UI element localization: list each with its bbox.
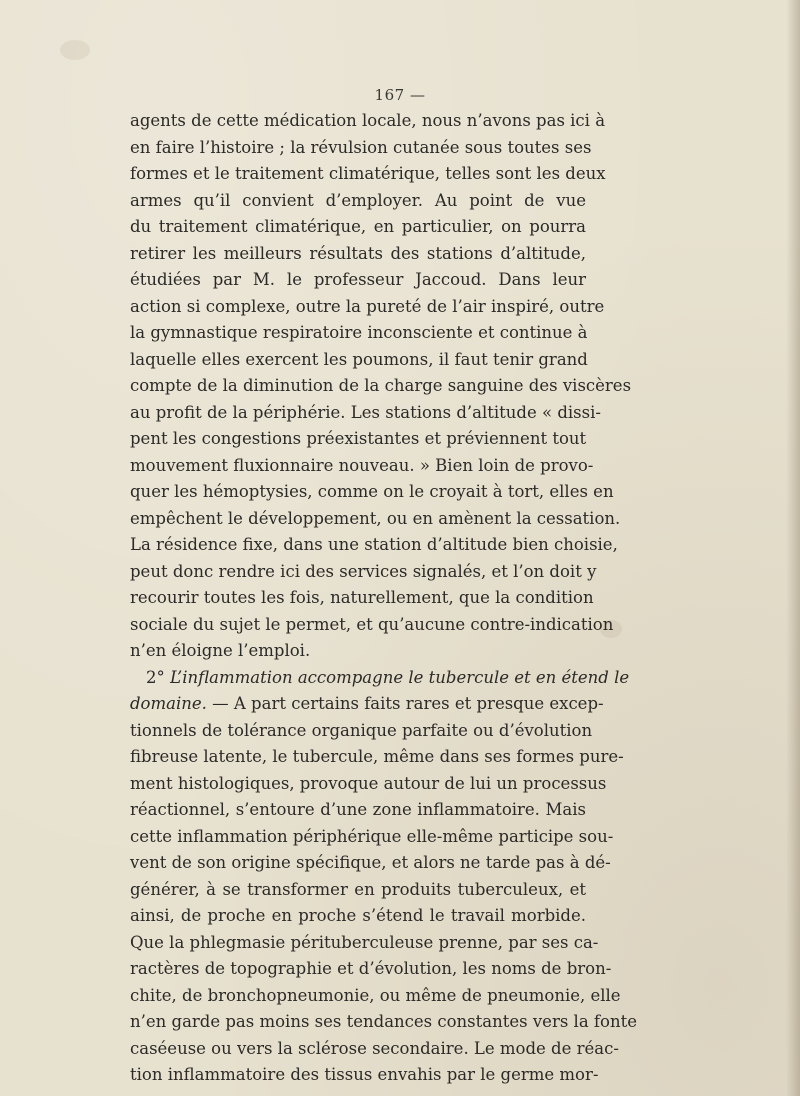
text-line: La résidence fixe, dans une station d’altitude bien choisie, xyxy=(130,535,618,554)
section-heading-end: domaine. xyxy=(130,694,207,713)
text-line xyxy=(130,691,604,718)
text-line: chite, de bronchopneumonie, ou même de pneumonie, elle xyxy=(130,985,621,1005)
text-line: armes qu’il convient d’employer. Au point de vue xyxy=(130,190,586,210)
text-line: quer les hémoptysies, comme on le croyait à tort, elles en xyxy=(130,482,614,501)
section-text-start: — A part certains faits rares et presque excep- xyxy=(206,694,604,713)
text-line: générer, à se transformer en produits tuberculeux, et xyxy=(130,879,586,899)
text-line: tionnels de tolérance organique parfaite ou d’évolution xyxy=(130,720,593,740)
text-line: étudiées par M. le professeur Jaccoud. Dans leur xyxy=(130,270,586,289)
body-text xyxy=(130,108,637,1089)
text-line: caséeuse ou vers la sclérose secondaire. Le mode de réac- xyxy=(130,1038,619,1058)
text-line: ainsi, de proche en proche s’étend le travail morbide. xyxy=(130,906,586,925)
text-line: empêchent le développement, ou en amènent la cessation. xyxy=(130,508,621,528)
text-line: formes et le traitement climatérique, telles sont les deux xyxy=(130,164,606,183)
text-line: ment histologiques, provoque autour de lui un processus xyxy=(130,773,607,793)
text-line: n’en éloigne l’emploi. xyxy=(130,641,311,660)
text-line: ractères de topographie et d’évolution, les noms de bron- xyxy=(130,959,612,978)
text-line: cette inflammation périphérique elle-même participe sou- xyxy=(130,826,614,846)
page-number: 167 — xyxy=(374,86,426,104)
text-line: mouvement fluxionnaire nouveau. » Bien loin de provo- xyxy=(130,455,594,475)
section-heading: L’inflammation accompagne le tubercule et en étend le xyxy=(170,667,630,687)
text-line: la gymnastique respiratoire inconsciente et continue à xyxy=(130,323,588,342)
text-line: agents de cette médication locale, nous n’avons pas ici à xyxy=(130,111,606,130)
text-line: réactionnel, s’entoure d’une zone inflammatoire. Mais xyxy=(130,800,586,819)
section-number: 2° xyxy=(146,667,165,687)
text-line: en faire l’histoire ; la révulsion cutanée sous toutes ses xyxy=(130,137,592,157)
section-heading-line xyxy=(130,665,630,692)
page-edge-shadow xyxy=(786,0,800,1096)
text-line: action si complexe, outre la pureté de l’air inspiré, outre xyxy=(130,296,605,316)
text-line: vent de son origine spécifique, et alors ne tarde pas à dé- xyxy=(130,853,611,872)
text-line: recourir toutes les fois, naturellement, que la condition xyxy=(130,588,594,607)
text-line: Que la phlegmasie pérituberculeuse prenne, par ses ca- xyxy=(130,932,599,952)
text-line: retirer les meilleurs résultats des stations d’altitude, xyxy=(130,243,586,263)
text-line: pent les congestions préexistantes et préviennent tout xyxy=(130,429,587,448)
text-line: peut donc rendre ici des services signalés, et l’on doit y xyxy=(130,561,597,581)
text-line: fibreuse latente, le tubercule, même dans ses formes pure- xyxy=(130,747,624,766)
text-line: laquelle elles exercent les poumons, il faut tenir grand xyxy=(130,349,588,369)
text-line: sociale du sujet le permet, et qu’aucune contre-indication xyxy=(130,614,614,634)
paper-stain xyxy=(60,40,90,60)
text-line: au profit de la périphérie. Les stations d’altitude « dissi- xyxy=(130,402,601,422)
text-line: n’en garde pas moins ses tendances constantes vers la fonte xyxy=(130,1012,637,1031)
text-line: compte de la diminution de la charge sanguine des viscères xyxy=(130,376,632,395)
text-line: tion inflammatoire des tissus envahis par le germe mor- xyxy=(130,1065,599,1084)
text-line: du traitement climatérique, en particulier, on pourra xyxy=(130,217,586,236)
